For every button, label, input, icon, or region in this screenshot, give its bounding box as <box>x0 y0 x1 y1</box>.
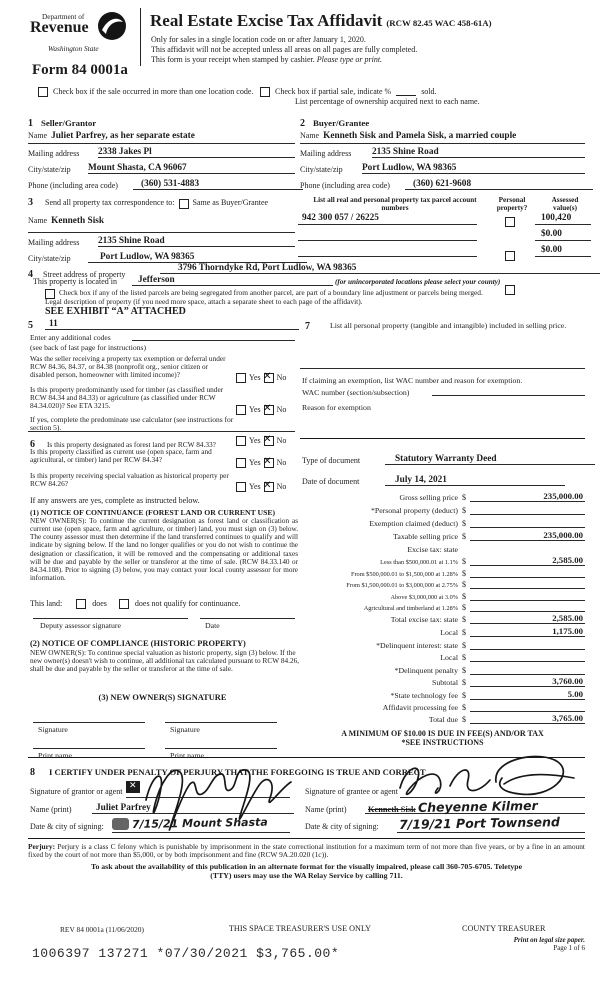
grantor-date-line[interactable] <box>112 832 290 833</box>
s6-q2-yes-checkbox[interactable] <box>236 458 246 468</box>
exemption-claim-label: If claiming an exemption, list WAC number and reason for exemption. <box>302 376 523 385</box>
buyer-city-label: City/state/zip <box>300 165 343 174</box>
dollar-sign: $ <box>462 519 466 528</box>
fee-amount[interactable] <box>470 701 585 712</box>
parcel-number-value[interactable] <box>298 229 477 241</box>
owner-signature-label-1: Signature <box>38 725 68 734</box>
dollar-sign: $ <box>462 532 466 541</box>
segregated-label: Check box if any of the listed parcels are being segregated from another parcel, are part of a boundary line adjustment or parcels being merged. <box>59 288 483 297</box>
parcel-number-value[interactable]: 942 300 057 / 26225 <box>298 213 477 225</box>
buyer-name-value: Kenneth Sisk and Pamela Sisk, a married couple <box>323 131 517 141</box>
section4-number: 4 <box>28 269 33 280</box>
fee-amount[interactable] <box>470 664 585 675</box>
s7-rule-top <box>300 368 585 369</box>
s5-q2-no-label: No <box>276 404 287 414</box>
fee-row-13 <box>300 650 585 662</box>
grantee-date-line[interactable] <box>397 832 585 833</box>
dollar-sign: $ <box>462 580 466 589</box>
seller-mailing-value[interactable]: 2338 Jakes Pl <box>98 147 295 158</box>
fee-row-12 <box>300 638 585 650</box>
alt-format-note-1: To ask about the availability of this publication in an alternate format for the visually impaired, please call 360-705-6705. Teletype <box>90 862 523 871</box>
seller-city-label: City/state/zip <box>28 165 71 174</box>
s6-q3-no-label: No <box>276 481 287 491</box>
treasurer-use-label: THIS SPACE TREASURER'S USE ONLY <box>228 924 372 933</box>
wac-number-line[interactable] <box>432 395 585 396</box>
rev-number: REV 84 0001a (11/06/2020) <box>60 925 144 934</box>
s5-q2-yes-label: Yes <box>249 404 261 414</box>
grantor-date-label: Date & city of signing: <box>30 822 104 831</box>
fee-amount[interactable]: 1,175.00 <box>470 626 585 637</box>
s6-q3-yes-label: Yes <box>249 481 261 491</box>
fee-amount[interactable]: 2,585.00 <box>470 555 585 566</box>
fee-label: Excise tax: state <box>407 545 458 554</box>
same-as-buyer-label: Same as Buyer/Grantee <box>192 198 269 207</box>
dept-of-label: Department of <box>42 12 85 21</box>
same-as-buyer-checkbox[interactable] <box>179 199 189 209</box>
section8-number: 8 <box>30 767 35 778</box>
buyer-phone-value[interactable]: (360) 621-9608 <box>405 179 593 190</box>
county-treasurer-label: COUNTY TREASURER <box>462 924 546 933</box>
fee-label: *Delinquent penalty <box>394 666 458 675</box>
seller-name-value: Juliet Parfrey, as her separate estate <box>51 131 195 141</box>
s6-q3-no-checkbox[interactable] <box>264 482 274 492</box>
fee-label: Subtotal <box>432 678 458 687</box>
perjury-label: Perjury: <box>28 842 56 851</box>
new-owners-signature-title: (3) NEW OWNER(S) SIGNATURE <box>98 693 227 702</box>
s6-q2-yes-label: Yes <box>249 457 261 467</box>
seller-name-label: Name <box>28 131 48 140</box>
assessed-value[interactable]: $0.00 <box>535 245 591 257</box>
fee-row-2 <box>300 516 585 528</box>
fee-row-4 <box>300 542 585 554</box>
dollar-sign: $ <box>462 603 466 612</box>
fee-row-8 <box>300 589 585 601</box>
fee-amount[interactable] <box>470 517 585 528</box>
dollar-sign: $ <box>462 591 466 601</box>
s6-question3: Is this property receiving special valuation as historical property per RCW 84.26? <box>30 471 229 489</box>
partial-sale-label-end: sold. <box>421 86 437 96</box>
s5-q2-no-checkbox[interactable] <box>264 405 274 415</box>
fee-amount[interactable] <box>470 578 585 589</box>
dollar-sign: $ <box>462 506 466 515</box>
revenue-wordmark: Revenue <box>30 19 89 36</box>
correspondence-name-label: Name <box>28 216 48 225</box>
wac-number-label: WAC number (section/subsection) <box>302 388 410 397</box>
fee-row-10 <box>300 612 585 624</box>
correspondence-name-value: Kenneth Sisk <box>51 216 105 226</box>
personal-property-checkbox[interactable] <box>505 217 515 227</box>
fee-label: Affidavit processing fee <box>382 703 458 712</box>
alt-format-note-2: (TTY) users may use the WA Relay Service by calling 711. <box>210 871 403 880</box>
seller-name-rule <box>28 143 295 144</box>
personal-property-header: Personal property? <box>496 196 528 213</box>
s6-q3-yes-checkbox[interactable] <box>236 482 246 492</box>
assessed-value-header: Assessed value(s) <box>551 196 579 213</box>
fee-amount[interactable]: 2,585.00 <box>470 613 585 624</box>
deputy-signature-line[interactable] <box>33 618 188 619</box>
dollar-sign: $ <box>462 557 466 566</box>
grantee-date-handwriting: 7/19/21 Port Townsend <box>398 814 561 832</box>
fee-label: Total excise tax: state <box>390 615 458 624</box>
section3-number: 3 <box>28 197 33 208</box>
buyer-mailing-value[interactable]: 2135 Shine Road <box>372 147 585 158</box>
treasurer-stamp-text: 1006397 137271 *07/30/2021 $3,765.00* <box>32 946 340 961</box>
personal-property-checkbox[interactable] <box>505 251 515 261</box>
owner-print-line-2[interactable] <box>165 748 277 749</box>
fee-label: *Personal property (deduct) <box>370 506 458 515</box>
additional-codes-label: Enter any additional codes <box>30 333 111 342</box>
correspondence-mailing-value[interactable]: 2135 Shine Road <box>98 236 295 247</box>
correspondence-city-label: City/state/zip <box>28 254 71 263</box>
fee-label: Total due <box>428 715 458 724</box>
fee-row-6 <box>300 566 585 578</box>
s5-question2: Is this property predominantly used for timber (as classified under RCW 84.34 and 84.33) or agriculture (as classified under RCW 84.34.020)? See ETA 3215. <box>30 385 224 411</box>
land-does-checkbox[interactable] <box>76 599 86 609</box>
fee-amount[interactable]: 3,760.00 <box>470 676 585 687</box>
s5-question1: Was the seller receiving a property tax exemption or deferral under RCW 84.36, 84.37, or 84.38 (nonprofit org., senior citizen or disabled person, homeowner with limited income)? <box>30 354 226 380</box>
additional-codes-value[interactable]: 11 <box>45 319 299 330</box>
dollar-sign: $ <box>462 568 466 578</box>
additional-codes-line[interactable] <box>132 340 295 341</box>
fee-row-5 <box>300 554 585 566</box>
dollar-sign: $ <box>462 703 466 712</box>
parcel-header: List all real and personal property tax parcel account numbers <box>313 196 477 213</box>
seller-city-value[interactable]: Mount Shasta, CA 96067 <box>88 163 295 174</box>
owner-signature-line-1[interactable] <box>33 722 145 723</box>
s6-q2-no-label: No <box>276 457 287 467</box>
reason-exemption-label: Reason for exemption <box>302 403 371 412</box>
grantee-signature-label: Signature of grantee or agent <box>305 787 398 796</box>
perjury-body: Perjury is a class C felony which is punishable by imprisonment in the state correctional institution for a maximum term of not more than five years, or by a fine in an amount fixed by the court of not more than $5,000, or by both imprisonment and fine (RCW 9A.20.020 (1c)). <box>28 842 585 860</box>
correspondence-mailing-label: Mailing address <box>28 238 80 247</box>
s6-question2: Is this property classified as current use (open space, farm and agricultural, or timber) land per RCW 84.34? <box>30 447 212 465</box>
notice-compliance-title: (2) NOTICE OF COMPLIANCE (HISTORIC PROPERTY) <box>30 639 246 648</box>
fee-label: Less than $500,000.01 at 1.1% <box>380 559 458 566</box>
multi-location-checkbox[interactable] <box>38 87 48 97</box>
land-does-label: does <box>92 598 107 608</box>
deputy-date-line[interactable] <box>200 618 295 619</box>
fee-label: From $500,000.01 to $1,500,000 at 1.28% <box>350 570 458 578</box>
form-title-rcw: (RCW 82.45 WAC 458-61A) <box>386 18 492 28</box>
s5-q1-yes-label: Yes <box>249 372 261 382</box>
fee-label: Local <box>440 653 458 662</box>
fee-label: From $1,500,000.01 to $3,000,000 at 2.75% <box>346 582 458 589</box>
grantee-date-label: Date & city of signing: <box>305 822 379 831</box>
s6-q1-yes-label: Yes <box>249 435 261 445</box>
dollar-sign: $ <box>462 493 466 502</box>
buyer-mailing-label: Mailing address <box>300 149 352 158</box>
s7-rule-bottom <box>300 438 585 439</box>
s6-question1: Is this property designated as forest land per RCW 84.33? <box>47 440 216 449</box>
fee-row-11 <box>300 625 585 637</box>
located-in-value[interactable]: Jefferson <box>132 275 333 286</box>
grantee-name-label: Name (print) <box>305 805 347 814</box>
this-land-label: This land: <box>30 598 63 608</box>
deputy-signature-label: Deputy assessor signature <box>40 621 121 630</box>
see-instructions-note: *SEE INSTRUCTIONS <box>401 738 484 747</box>
type-of-document-value[interactable]: Statutory Warranty Deed <box>385 454 595 465</box>
grantee-name-handwriting: Cheyenne Kilmer <box>417 797 538 815</box>
owner-print-label-2: Print name <box>170 751 204 760</box>
seller-phone-label: Phone (including area code) <box>28 181 118 190</box>
fee-row-9 <box>300 600 585 612</box>
grantor-stamp-mark: ✕ <box>126 781 140 793</box>
buyer-city-value[interactable]: Port Ludlow, WA 98365 <box>362 163 585 174</box>
fee-amount[interactable] <box>470 504 585 515</box>
form-title: Real Estate Excise Tax Affidavit <box>150 11 383 30</box>
s5-bottom-rule <box>28 431 295 432</box>
dollar-sign: $ <box>462 628 466 637</box>
land-does-not-checkbox[interactable] <box>119 599 129 609</box>
fee-amount[interactable] <box>470 651 585 662</box>
street-address-value[interactable]: 3796 Thorndyke Rd, Port Ludlow, WA 98365 <box>160 263 600 274</box>
dollar-sign: $ <box>462 653 466 662</box>
header-divider <box>140 8 141 66</box>
s5-q1-no-label: No <box>276 372 287 382</box>
parcel-number-value[interactable] <box>298 245 477 257</box>
buyer-name-rule <box>300 143 585 144</box>
header-note-3: This form is your receipt when stamped by cashier. <box>151 55 317 64</box>
s7-text: List all personal property (tangible and intangible) included in selling price. <box>330 321 567 330</box>
minimum-fee-note: A MINIMUM OF $10.00 IS DUE IN FEE(S) AND/OR TAX <box>341 729 544 738</box>
fee-row-0 <box>300 490 585 502</box>
section6-number: 6 <box>30 439 35 450</box>
correspondence-city-value[interactable]: Port Ludlow, WA 98365 <box>88 252 307 263</box>
s5-q1-yes-checkbox[interactable] <box>236 373 246 383</box>
grantor-name-label: Name (print) <box>30 805 72 814</box>
grantor-signature-label: Signature of grantor or agent <box>30 787 123 796</box>
fee-label: Agricultural and timberland at 1.28% <box>363 605 458 612</box>
notice-continuance-body: NEW OWNER(S): To continue the current designation as forest land or classification as current use (open space, farm and agriculture, or timber) land, you must sign on (3) below. The county assessor must then determine if the land transferred continues to qualify and will indicate by signing below. If the land no longer qualifies or you do not wish to continue the designation or classification, it will be removed and the compensating or additional taxes will be due and payable by the seller or transferor at the time of sale. (RCW 84.33.140 or 84.34.108). Prior to signing (3) below, you may contact your local county assessor for more information. <box>30 517 298 582</box>
s6-q2-no-checkbox[interactable] <box>264 458 274 468</box>
land-does-not-label: does not qualify for continuance. <box>134 598 241 608</box>
located-in-label: This property is located in <box>33 277 117 286</box>
fee-row-15 <box>300 675 585 687</box>
fee-row-14 <box>300 663 585 675</box>
fee-row-7 <box>300 577 585 589</box>
ownership-percentage-note: List percentage of ownership acquired next to each name. <box>295 97 480 106</box>
dollar-sign: $ <box>462 678 466 687</box>
multi-location-label: Check box if the sale occurred in more than one location code. <box>53 86 254 96</box>
fee-amount[interactable]: 235,000.00 <box>470 530 585 541</box>
fee-row-17 <box>300 700 585 712</box>
owner-print-label-1: Print name <box>38 751 72 760</box>
dollar-sign: $ <box>462 641 466 650</box>
buyer-name-label: Name <box>300 131 320 140</box>
fee-label: *State technology fee <box>390 691 458 700</box>
section7-number: 7 <box>305 321 310 332</box>
fee-label: Taxable selling price <box>393 532 458 541</box>
s5-q2-yes-checkbox[interactable] <box>236 405 246 415</box>
grantor-date-handwriting: 7/15/21 Mount Shasta <box>131 815 268 831</box>
header-note-1: Only for sales in a single location code on or after January 1, 2020. <box>151 35 366 44</box>
dollar-sign: $ <box>462 666 466 675</box>
date-of-document-value[interactable]: July 14, 2021 <box>385 475 565 486</box>
partial-sale-percent-line[interactable] <box>396 87 416 96</box>
fee-row-3 <box>300 529 585 541</box>
fee-amount[interactable] <box>470 639 585 650</box>
partial-sale-label: Check box if partial sale, indicate % <box>275 86 392 96</box>
dollar-sign: $ <box>462 691 466 700</box>
s6-q1-no-checkbox[interactable] <box>264 436 274 446</box>
s6-note: If any answers are yes, complete as instructed below. <box>30 496 200 505</box>
washington-state-label: Washington State <box>48 44 99 53</box>
s6-q1-no-label: No <box>276 435 287 445</box>
section1-title: Seller/Grantor <box>41 118 97 128</box>
certify-statement: I CERTIFY UNDER PENALTY OF PERJURY THAT THE FOREGOING IS TRUE AND CORRECT <box>49 767 426 777</box>
assessed-value[interactable]: 100,420 <box>535 213 591 225</box>
owner-signature-line-2[interactable] <box>165 722 277 723</box>
form-number: Form 84 0001a <box>32 62 128 78</box>
deputy-date-label: Date <box>205 621 220 630</box>
s5-q1-no-checkbox[interactable] <box>264 373 274 383</box>
header-note-2: This affidavit will not be accepted unless all areas on all pages are fully completed. <box>151 45 418 54</box>
owner-signature-label-2: Signature <box>170 725 200 734</box>
located-in-note: (for unincorporated locations please select your county) <box>335 278 501 286</box>
buyer-phone-label: Phone (including area code) <box>300 181 390 190</box>
assessed-value[interactable]: $0.00 <box>535 229 591 241</box>
partial-sale-checkbox[interactable] <box>260 87 270 97</box>
fee-amount[interactable]: 5.00 <box>470 689 585 700</box>
seller-phone-value[interactable]: (360) 531-4883 <box>133 179 303 190</box>
section1-number: 1 <box>28 118 33 129</box>
grantee-signature-ink <box>392 748 587 806</box>
section5-number: 5 <box>28 320 33 331</box>
fee-amount[interactable]: 3,765.00 <box>470 713 585 724</box>
page-number: Page 1 of 6 <box>553 944 585 952</box>
dollar-sign: $ <box>462 715 466 724</box>
fee-label: *Delinquent interest: state <box>376 641 458 650</box>
notice-compliance-body: NEW OWNER(S): To continue special valuation as historic property, sign (3) below. If the new owner(s) doesn't wish to continue, all additional tax calculated pursuant to RCW 84.26, shall be due and payable by the seller or transferor at the time of sale. <box>30 648 300 674</box>
fee-amount[interactable]: 235,000.00 <box>470 491 585 502</box>
fee-label: Gross selling price <box>399 493 458 502</box>
s5-note: If yes, complete the predominate use calculator (see instructions for section 5). <box>30 415 234 433</box>
date-of-document-label: Date of document <box>302 477 360 486</box>
grantee-name-struck: Kenneth Sisk <box>368 805 416 814</box>
fee-row-1 <box>300 503 585 515</box>
revenue-logo-icon <box>96 10 128 42</box>
section2-title: Buyer/Grantee <box>313 118 370 128</box>
fee-row-18 <box>300 712 585 724</box>
fee-label: Local <box>440 628 458 637</box>
correspondence-label: Send all property tax correspondence to: <box>45 198 175 207</box>
additional-codes-note: (see back of last page for instructions) <box>30 343 146 352</box>
grantor-date-stamp-blob <box>112 818 129 830</box>
type-of-document-label: Type of document <box>302 456 361 465</box>
fee-amount[interactable] <box>470 567 585 578</box>
street-address-label: Street address of property <box>43 270 126 279</box>
legal-description-label: Legal description of property (if you need more space, attach a separate sheet to each page of the affidavit). <box>45 297 363 306</box>
exhibit-a-text: SEE EXHIBIT “A” ATTACHED <box>45 306 186 317</box>
grantor-name-value[interactable]: Juliet Parfrey <box>92 803 294 814</box>
fee-label: Exemption claimed (deduct) <box>369 519 458 528</box>
s6-q1-yes-checkbox[interactable] <box>236 436 246 446</box>
notice-continuance-title: (1) NOTICE OF CONTINUANCE (FOREST LAND OR CURRENT USE) <box>30 508 276 517</box>
header-note-3-italic: Please type or print. <box>316 55 383 64</box>
correspondence-rule <box>28 232 295 233</box>
owner-print-line-1[interactable] <box>33 748 145 749</box>
fee-row-16 <box>300 688 585 700</box>
seller-mailing-label: Mailing address <box>28 149 80 158</box>
fee-label: Above $3,000,000 at 3.0% <box>390 593 458 601</box>
fee-amount[interactable] <box>470 601 585 612</box>
section2-number: 2 <box>300 118 305 129</box>
s8-bottom-rule <box>28 838 585 839</box>
fee-amount[interactable] <box>470 590 585 601</box>
dollar-sign: $ <box>462 615 466 624</box>
print-legal-note: Print on legal size paper. <box>513 936 585 944</box>
